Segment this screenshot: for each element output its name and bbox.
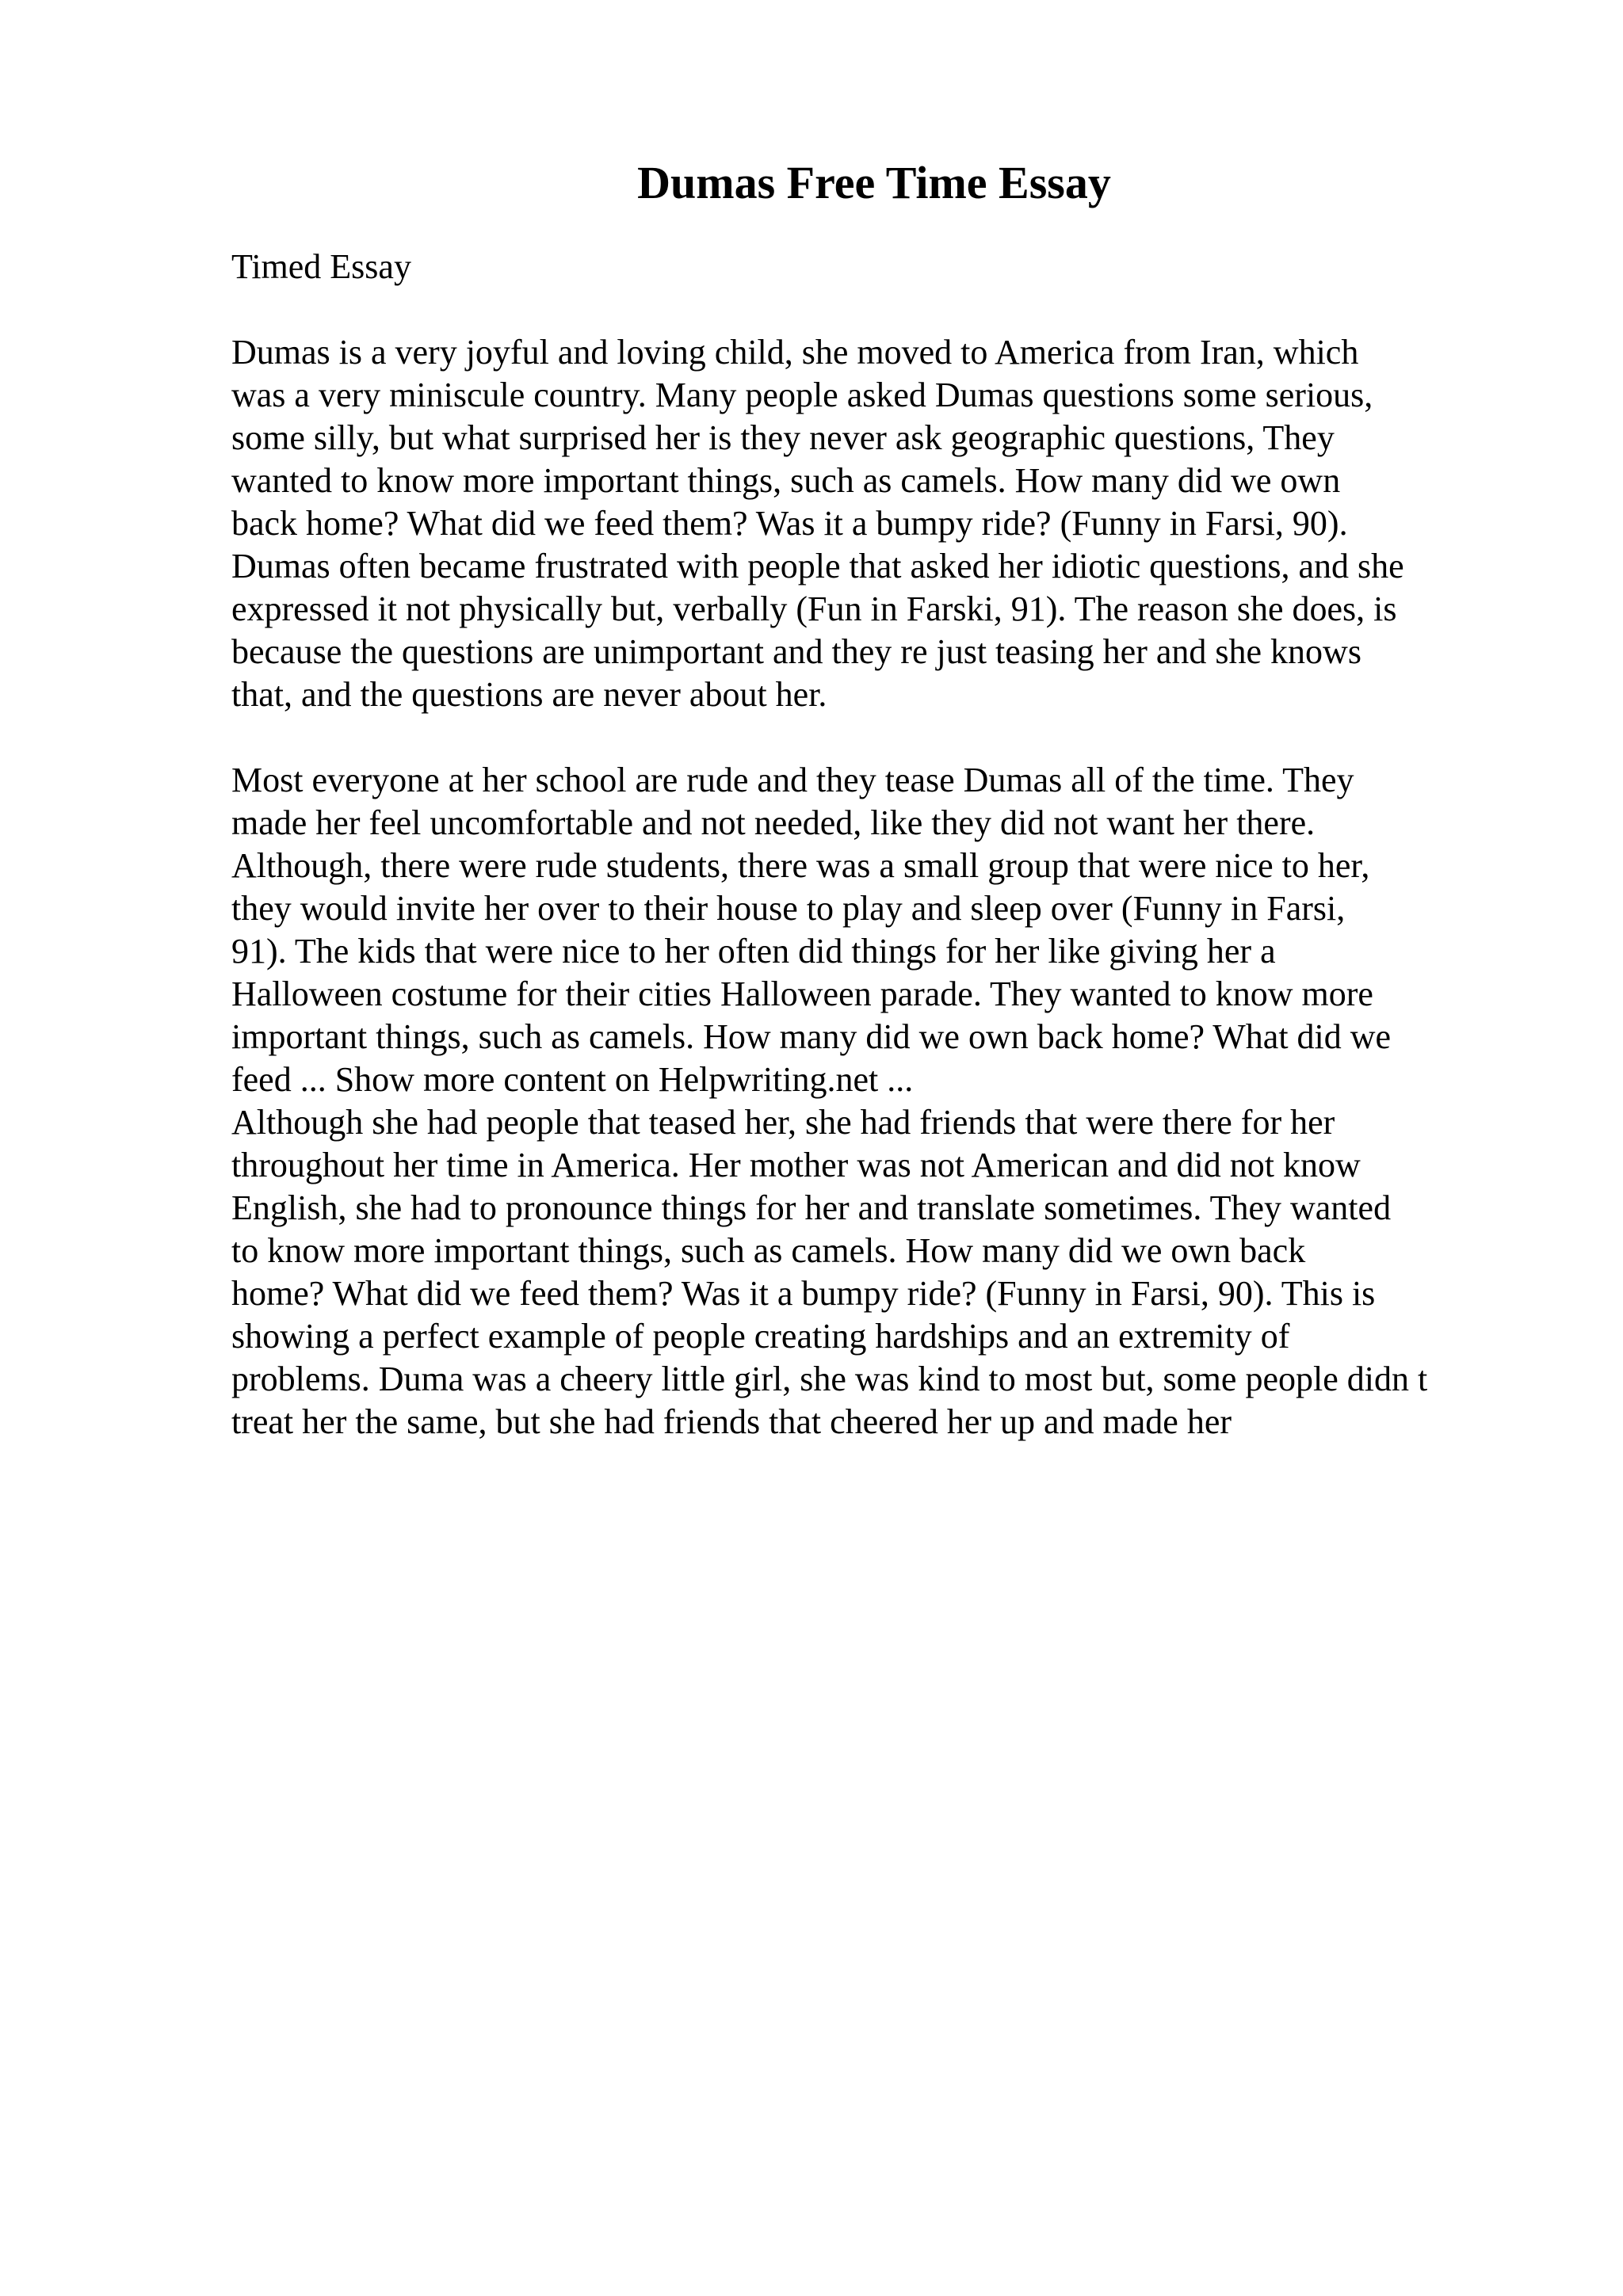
text-line: made her feel uncomfortable and not needed, like they did not want her there.: [231, 803, 1316, 842]
paragraph-2: [231, 759, 1594, 1444]
text-line: throughout her time in America. Her mother was not American and did not know: [231, 1146, 1361, 1184]
text-line: some silly, but what surprised her is they never ask geographic questions, They: [231, 418, 1335, 457]
paragraph-1: [231, 331, 1594, 716]
paragraph-gap: [231, 716, 1594, 759]
text-line: problems. Duma was a cheery little girl, she was kind to most but, some people didn t: [231, 1360, 1428, 1398]
text-line: 91). The kids that were nice to her often did things for her like giving her a: [231, 932, 1276, 971]
text-line: feed ... Show more content on Helpwriting.net ...: [231, 1060, 914, 1099]
text-line: Although she had people that teased her, she had friends that were there for her: [231, 1103, 1335, 1142]
paragraph-gap: [231, 288, 1594, 331]
text-line: that, and the questions are never about her.: [231, 675, 827, 714]
text-line: was a very miniscule country. Many people asked Dumas questions some serious,: [231, 376, 1373, 414]
text-line: wanted to know more important things, such as camels. How many did we own: [231, 461, 1341, 500]
text-line: Although, there were rude students, there was a small group that were nice to her,: [231, 846, 1370, 885]
text-line: because the questions are unimportant and they re just teasing her and she knows: [231, 632, 1361, 671]
text-line: home? What did we feed them? Was it a bumpy ride? (Funny in Farsi, 90). This is: [231, 1274, 1376, 1313]
text-line: Dumas is a very joyful and loving child, she moved to America from Iran, which: [231, 333, 1359, 372]
essay-subtitle: Timed Essay: [231, 247, 411, 286]
page-title: Dumas Free Time Essay: [637, 157, 1111, 208]
text-line: Dumas often became frustrated with people that asked her idiotic questions, and she: [231, 547, 1404, 585]
text-line: to know more important things, such as camels. How many did we own back: [231, 1231, 1306, 1270]
text-line: back home? What did we feed them? Was it a bumpy ride? (Funny in Farsi, 90).: [231, 504, 1348, 543]
text-line: treat her the same, but she had friends that cheered her up and made her: [231, 1402, 1232, 1441]
text-line: English, she had to pronounce things for her and translate sometimes. They wanted: [231, 1188, 1392, 1227]
text-line: Halloween costume for their cities Halloween parade. They wanted to know more: [231, 974, 1373, 1013]
text-line: they would invite her over to their house to play and sleep over (Funny in Farsi,: [231, 889, 1346, 928]
text-line: expressed it not physically but, verbally (Fun in Farski, 91). The reason she does, is: [231, 589, 1397, 628]
text-line: showing a perfect example of people creating hardships and an extremity of: [231, 1317, 1290, 1356]
text-line: Most everyone at her school are rude and they tease Dumas all of the time. They: [231, 761, 1354, 799]
text-line: important things, such as camels. How many did we own back home? What did we: [231, 1017, 1392, 1056]
essay-body: [231, 246, 1594, 1444]
